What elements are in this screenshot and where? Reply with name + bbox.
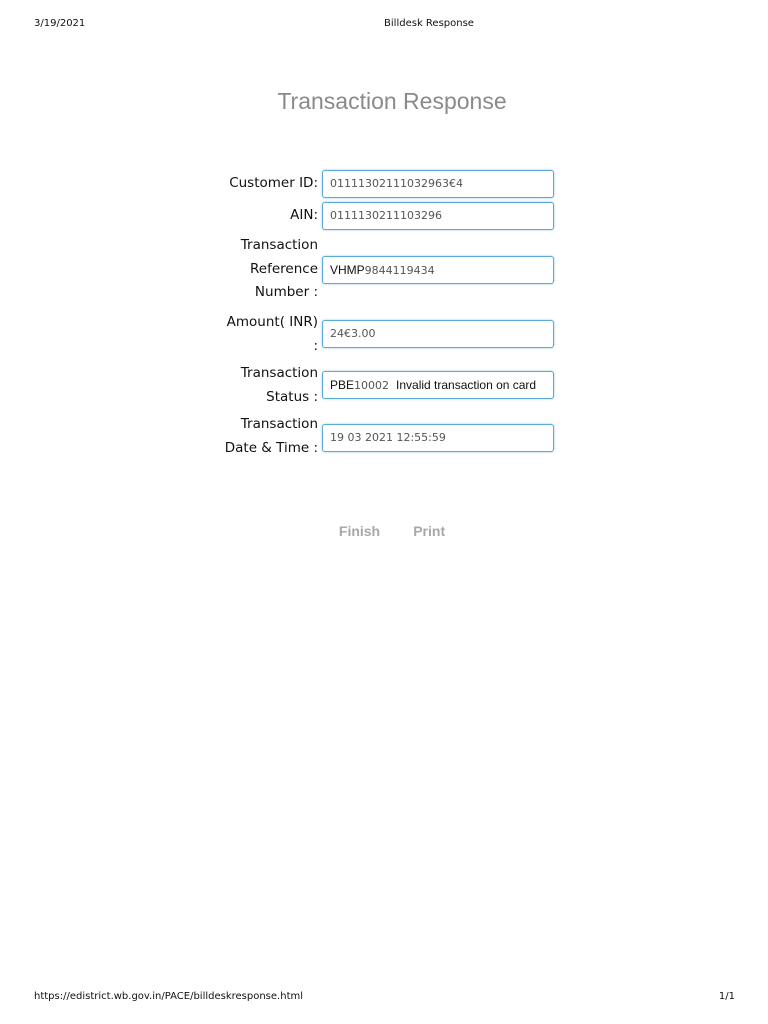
txn-ref-label-line-3: Number :	[254, 284, 318, 300]
txn-status-label-line-2: Status :	[266, 388, 318, 405]
print-page-number: 1/1	[718, 991, 735, 1002]
txn-status-prefix: PBE	[330, 378, 355, 392]
txn-status-message: Invalid transaction on card	[396, 378, 537, 392]
amount-label-line-2: :	[313, 337, 318, 354]
customer-id-field[interactable]: 01111302111032963€4	[322, 170, 554, 198]
txn-ref-label	[241, 234, 318, 305]
print-url: https://edistrict.wb.gov.in/PACE/billdeskresponse.html	[34, 991, 304, 1002]
amount-label	[227, 311, 318, 358]
print-button[interactable]: Print	[413, 523, 446, 539]
txn-status-label	[241, 362, 318, 409]
print-page-title: Billdesk Response	[384, 18, 474, 29]
txn-ref-label-line-1: Transaction	[240, 237, 318, 253]
amount-field[interactable]: 24€3.00	[322, 320, 554, 348]
print-date: 3/19/2021	[34, 18, 86, 29]
txn-datetime-label	[225, 413, 318, 460]
txn-datetime-label-line-1: Transaction	[240, 416, 318, 432]
txn-ref-label-line-2: Reference	[250, 260, 318, 277]
ain-label: AIN:	[290, 207, 318, 223]
customer-id-label: Customer ID:	[229, 175, 318, 191]
ain-field[interactable]: 0111130211103296	[322, 202, 554, 230]
txn-status-label-line-1: Transaction	[240, 365, 318, 381]
action-buttons	[0, 521, 768, 540]
txn-ref-prefix: VHMP	[330, 263, 365, 277]
txn-ref-number: 9844119434	[364, 264, 435, 277]
txn-datetime-label-line-2: Date & Time :	[224, 439, 318, 456]
txn-datetime-field[interactable]: 19 03 2021 12:55:59	[322, 424, 554, 452]
txn-status-field[interactable]	[322, 371, 554, 399]
page-title: Transaction Response	[277, 88, 507, 114]
finish-button[interactable]: Finish	[338, 523, 381, 539]
amount-label-line-1: Amount( INR)	[226, 314, 318, 330]
txn-ref-field[interactable]	[322, 256, 554, 284]
txn-status-code: 10002	[354, 379, 390, 392]
